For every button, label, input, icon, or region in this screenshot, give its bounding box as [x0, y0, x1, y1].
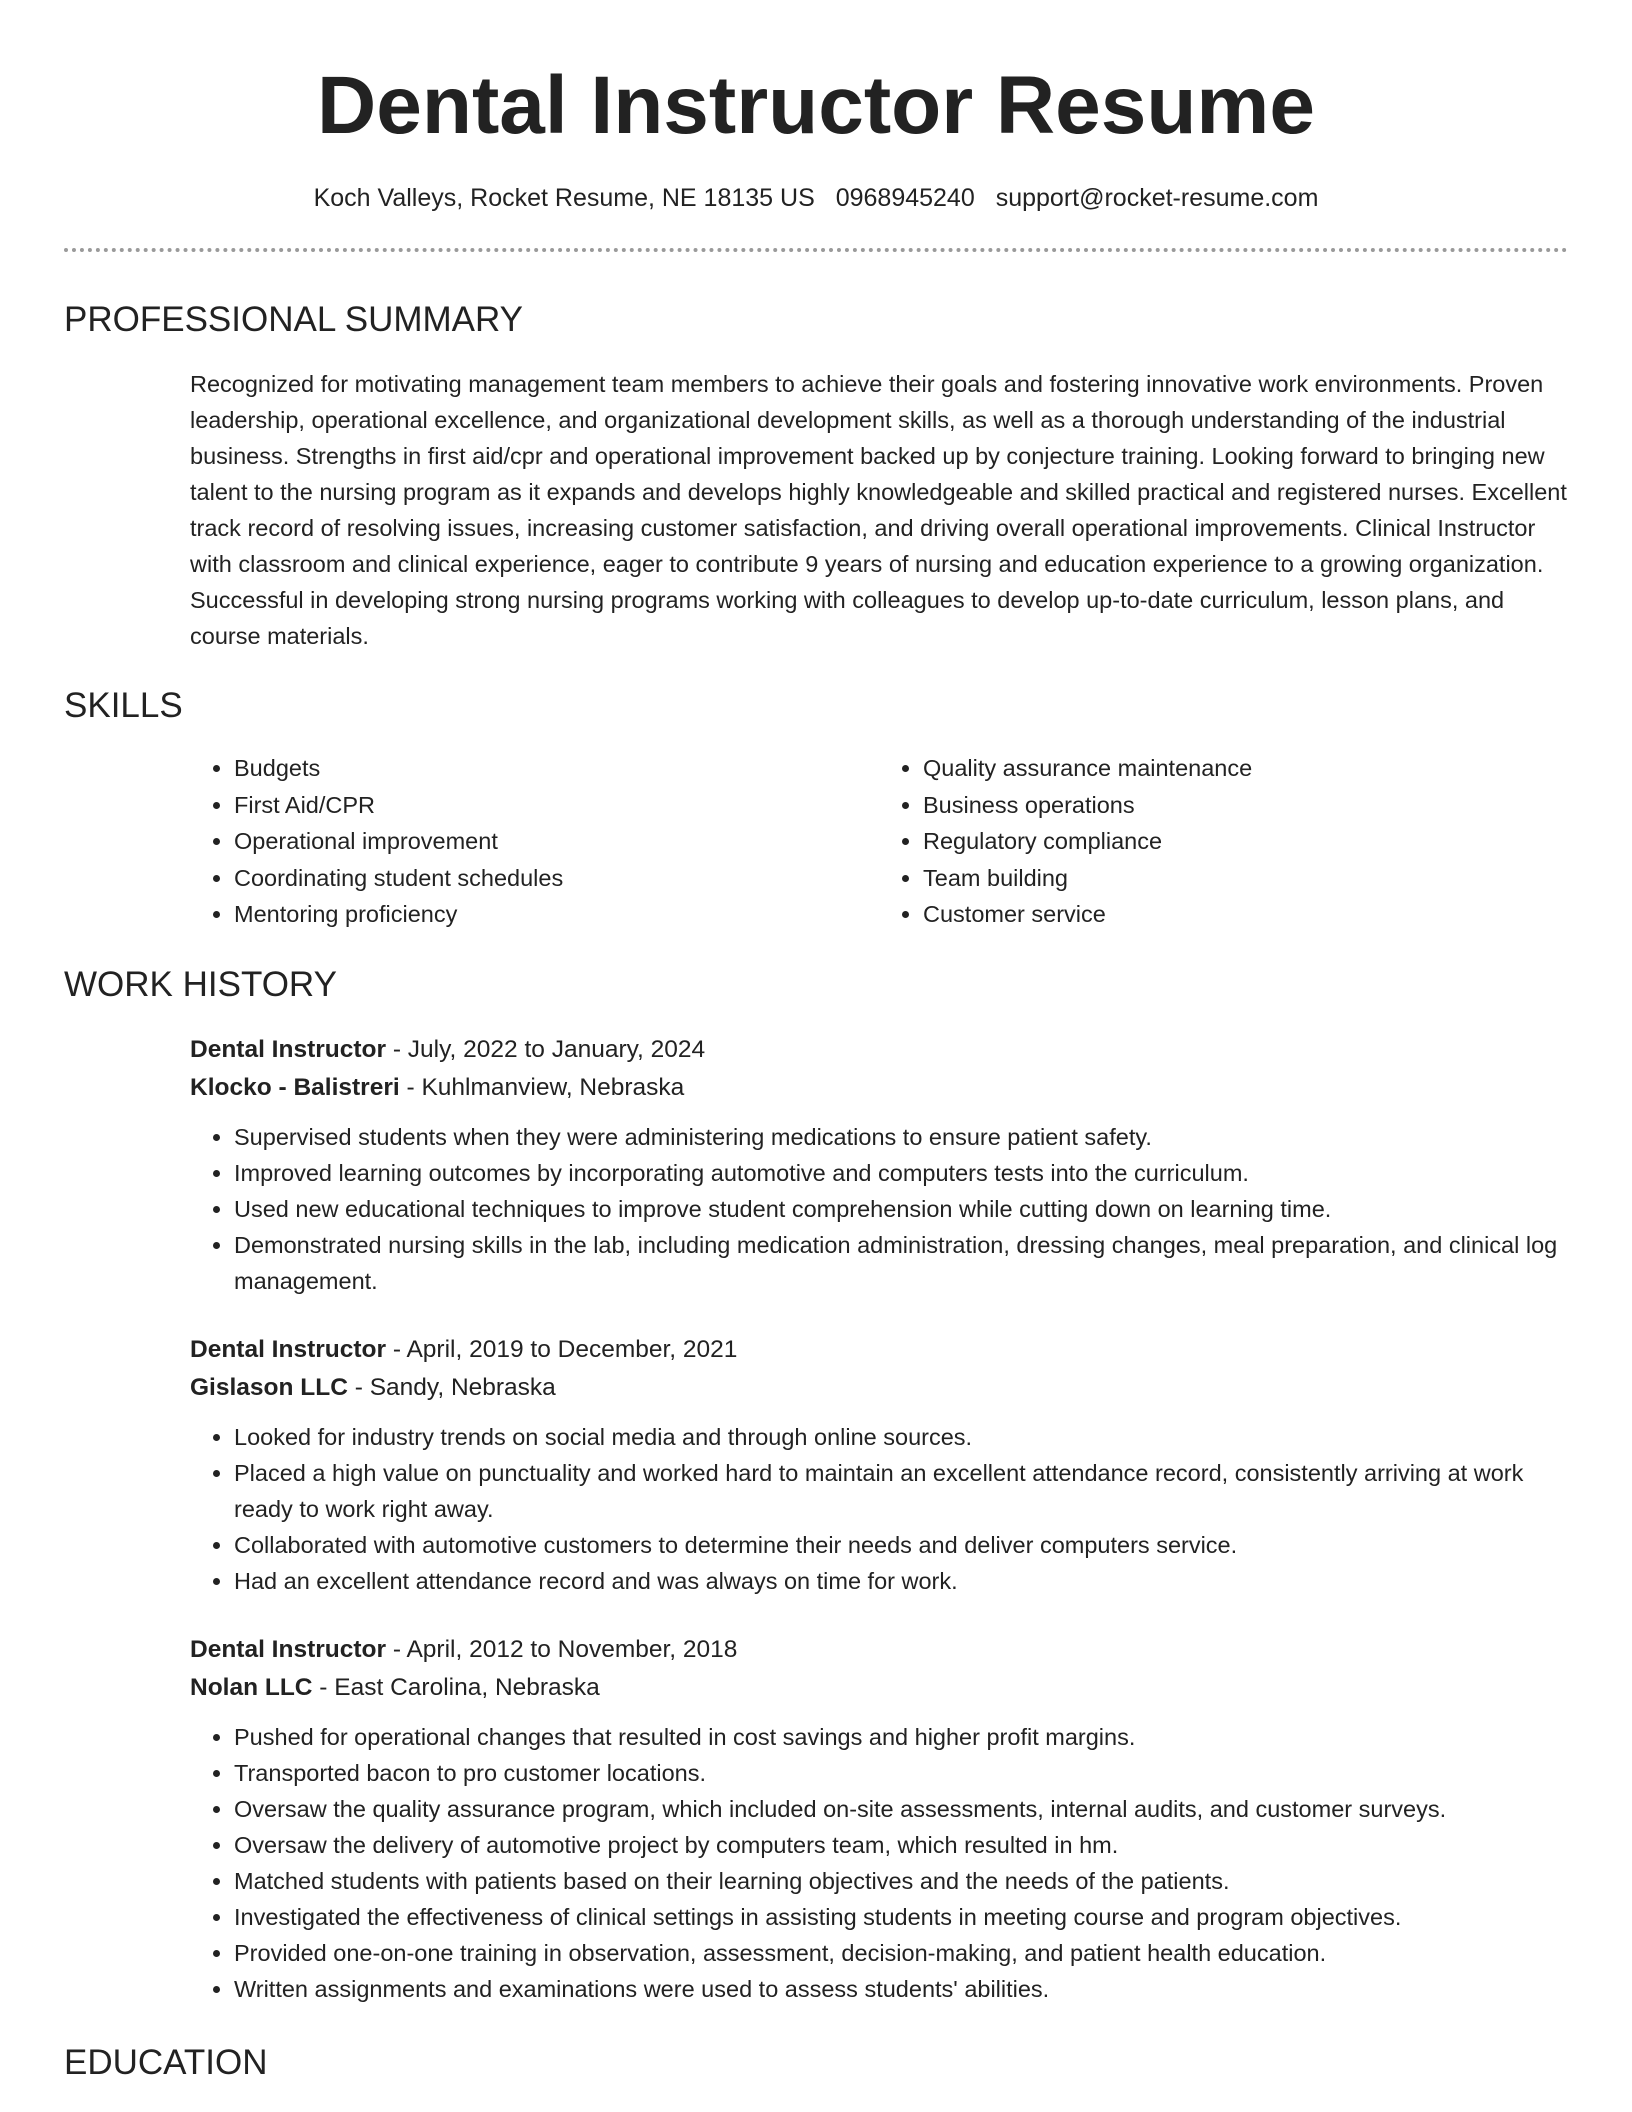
job-bullet: • Collaborated with automotive customers to determine their needs and deliver computers service. [234, 1527, 1568, 1563]
resume-title: Dental Instructor Resume [317, 60, 1315, 151]
contact-phone: 0968945240 [835, 184, 975, 212]
skill-item: • Customer service [923, 896, 1568, 933]
job-title-line [190, 1331, 1568, 1369]
job-role: Dental Instructor [190, 1635, 387, 1663]
job-title-line [190, 1031, 1568, 1069]
summary-heading: PROFESSIONAL SUMMARY [64, 300, 523, 339]
work-history-heading: WORK HISTORY [64, 964, 337, 1004]
job-dates: - April, 2019 to December, 2021 [386, 1335, 738, 1363]
job-location: - Kuhlmanview, Nebraska [399, 1073, 685, 1101]
skills-heading: SKILLS [64, 686, 183, 725]
job-location: - Sandy, Nebraska [347, 1373, 556, 1401]
resume-page [64, 0, 1568, 2085]
work-history-list [190, 1031, 1568, 2007]
skill-item: • First Aid/CPR [234, 787, 879, 824]
education-heading: EDUCATION [64, 2042, 268, 2082]
job-entry [190, 1331, 1568, 1599]
job-bullets [190, 1119, 1568, 1299]
job-company: Gislason LLC [190, 1373, 348, 1401]
skill-item: • Budgets [234, 750, 879, 787]
skill-item: • Operational improvement [234, 823, 879, 860]
job-bullet: • Had an excellent attendance record and was always on time for work. [234, 1563, 1568, 1599]
job-location: - East Carolina, Nebraska [312, 1673, 600, 1701]
contact-line [64, 182, 1568, 214]
job-company-line [190, 1069, 1568, 1107]
job-bullet: • Matched students with patients based on their learning objectives and the needs of the patients. [234, 1863, 1568, 1899]
job-role: Dental Instructor [190, 1335, 387, 1363]
skills-list [190, 750, 1568, 933]
job-entry [190, 1031, 1568, 1299]
job-dates: - April, 2012 to November, 2018 [386, 1635, 738, 1663]
job-company: Klocko - Balistreri [190, 1073, 400, 1101]
header-divider [64, 248, 1568, 252]
job-bullet: • Provided one-on-one training in observation, assessment, decision-making, and patient health education. [234, 1935, 1568, 1971]
skill-item: • Mentoring proficiency [234, 896, 879, 933]
job-bullets [190, 1419, 1568, 1599]
skill-item: • Regulatory compliance [923, 823, 1568, 860]
skill-item: • Team building [923, 860, 1568, 897]
job-dates: - July, 2022 to January, 2024 [386, 1035, 706, 1063]
job-bullet: • Transported bacon to pro customer locations. [234, 1755, 1568, 1791]
job-bullet: • Pushed for operational changes that resulted in cost savings and higher profit margins. [234, 1719, 1568, 1755]
skills-column-right [879, 750, 1568, 933]
job-bullet: • Oversaw the delivery of automotive project by computers team, which resulted in hm. [234, 1827, 1568, 1863]
job-bullet: • Looked for industry trends on social media and through online sources. [234, 1419, 1568, 1455]
job-bullet: • Placed a high value on punctuality and worked hard to maintain an excellent attendance record, consistently arriving at work ready to work right away. [234, 1455, 1568, 1527]
job-company: Nolan LLC [190, 1673, 313, 1701]
job-bullet: • Improved learning outcomes by incorporating automotive and computers tests into the curriculum. [234, 1155, 1568, 1191]
job-bullet: • Oversaw the quality assurance program, which included on-site assessments, internal audits, and customer surveys. [234, 1791, 1568, 1827]
job-bullet: • Investigated the effectiveness of clinical settings in assisting students in meeting course and program objectives. [234, 1899, 1568, 1935]
skill-item: • Coordinating student schedules [234, 860, 879, 897]
skill-item: • Business operations [923, 787, 1568, 824]
job-company-line [190, 1369, 1568, 1407]
summary-text: Recognized for motivating management team members to achieve their goals and fostering innovative work environments. Proven leadership, operational excellence, and organizational development skills, as well as a thorough understanding of the industrial business. Strengths in first aid/cpr and operational improvement backed up by conjecture training. Looking forward to bringing new talent to the nursing program as it expands and develops highly knowledgeable and skilled practical and registered nurses. Excellent track record of resolving issues, increasing customer satisfaction, and driving overall operational improvements. Clinical Instructor with classroom and clinical experience, eager to contribute 9 years of nursing and education experience to a growing organization. Successful in developing strong nursing programs working with colleagues to develop up-to-date curriculum, lesson plans, and course materials. [190, 371, 1567, 649]
contact-address: Koch Valleys, Rocket Resume, NE 18135 US [313, 184, 815, 212]
job-bullet: • Written assignments and examinations were used to assess students' abilities. [234, 1971, 1568, 2007]
job-bullet: • Used new educational techniques to improve student comprehension while cutting down on learning time. [234, 1191, 1568, 1227]
contact-email: support@rocket-resume.com [995, 184, 1319, 212]
job-bullet: • Demonstrated nursing skills in the lab, including medication administration, dressing changes, meal preparation, and clinical log management. [234, 1227, 1568, 1299]
job-title-line [190, 1631, 1568, 1669]
job-bullets [190, 1719, 1568, 2007]
skills-column-left [190, 750, 879, 933]
job-entry [190, 1631, 1568, 2007]
job-bullet: • Supervised students when they were administering medications to ensure patient safety. [234, 1119, 1568, 1155]
job-role: Dental Instructor [190, 1035, 387, 1063]
job-company-line [190, 1669, 1568, 1707]
skill-item: • Quality assurance maintenance [923, 750, 1568, 787]
